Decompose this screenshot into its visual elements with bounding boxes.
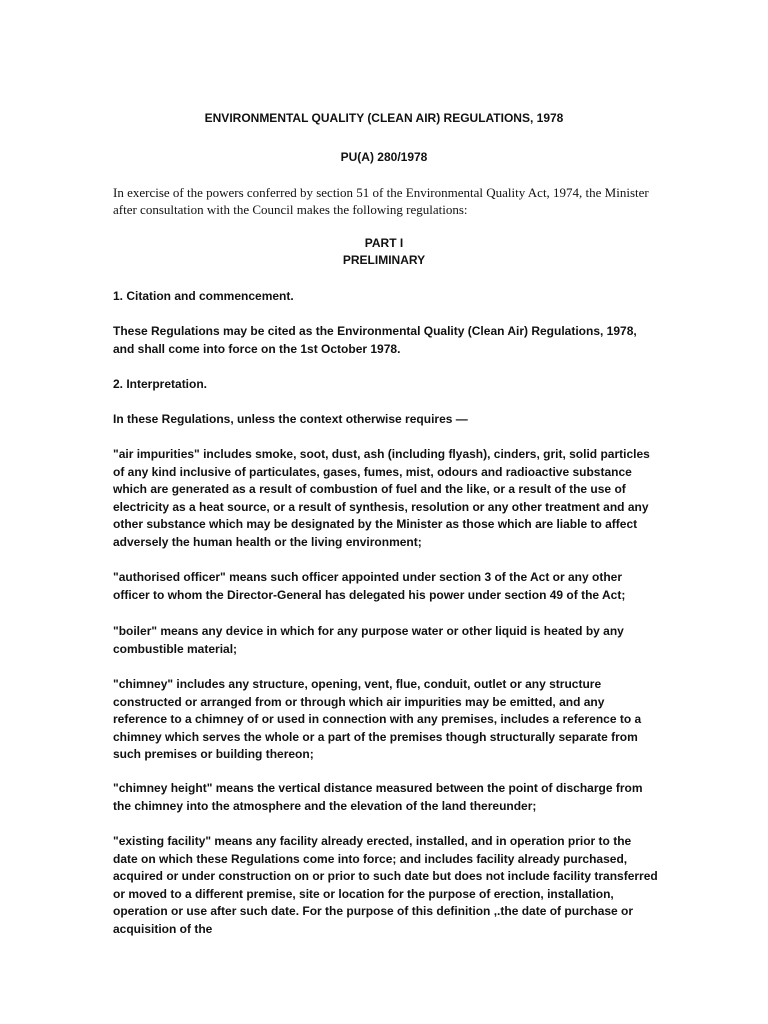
part-label: PART I [364,236,404,250]
definition-chimney-height: "chimney height" means the vertical distance measured between the point of discharge from the chimney into the atmosphere and the elevation of the land thereunder; [113,781,643,813]
section-2-heading: 2. Interpretation. [113,377,208,391]
definition-boiler: "boiler" means any device in which for any purpose water or other liquid is heated by any combustible material; [113,624,624,656]
section-1-heading: 1. Citation and commencement. [113,289,294,303]
section-2-intro: In these Regulations, unless the context otherwise requires — [113,412,468,426]
section-1-text-part-a: These Regulations may be cited as the [113,324,338,338]
definition-air-impurities: "air impurities" includes smoke, soot, dust, ash (including flyash), cinders, grit, solid particles of any kind inclusive of particulates, gases, fumes, mist, odours and radioactive substance which are generated as a result of combustion of fuel and the like, or a result of the use of electricity as a heat source, or a result of synthesis, resolution or any other treatment and any other substance which may be designated by the Minister as those which are liable to affect adversely the human health or the living environment; [113,447,650,549]
section-1-text [113,323,658,358]
part-title: PRELIMINARY [342,253,426,267]
definition-chimney: "chimney" includes any structure, opening, vent, flue, conduit, outlet or any structure constructed or arranged from or through which air impurities may be emitted, and any reference to a chimney of or used in connection with any premises, includes a reference to a chimney which serves the whole or a part of the premises though structurally separate from such premises or building thereon; [113,677,642,761]
enactment-paragraph: In exercise of the powers conferred by section 51 of the Environmental Quality Act, 1974, the Minister after consultation with the Council makes the following regulations: [113,185,649,217]
document-reference: PU(A) 280/1978 [340,150,428,164]
section-1-text-part-c: , and shall come into force on the 1st October 1978. [113,324,637,356]
definition-authorised-officer: "authorised officer" means such officer appointed under section 3 of the Act or any other officer to whom the Director-General has delegated his power under section 49 of the Act; [113,570,626,602]
section-1-regulations-title: Environmental Quality (Clean Air) Regulations, 1978 [337,324,634,338]
document-title: ENVIRONMENTAL QUALITY (CLEAN AIR) REGULATIONS, 1978 [204,111,564,125]
definition-existing-facility: "existing facility" means any facility already erected, installed, and in operation prior to the date on which these Regulations come into force; and includes facility already purchased, acquired or under construction on or prior to such date but does not include facility transferred or moved to a different premise, site or location for the purpose of erection, installation, operation or use after such date. For the purpose of this definition ,.the date of purchase or acquisition of the [113,834,658,936]
